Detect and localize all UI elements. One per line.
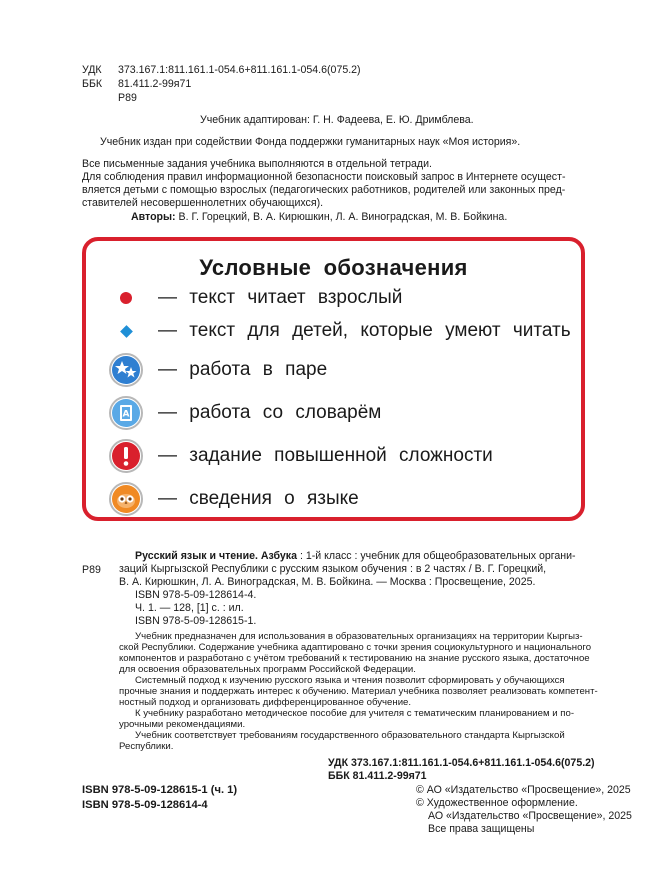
authors-line [131,211,507,224]
legend-item-text: — задание повышенной сложности [158,445,493,466]
catalog-line: В. А. Кирюшкин, Л. А. Виноградская, М. В. Бойкина. — Москва : Просвещение, 2025. [119,576,536,588]
svg-text:A: A [122,409,130,420]
pair-work-icon [109,353,143,387]
legend-item [104,352,327,388]
udk-label: УДК [82,64,102,76]
catalog-line: ISBN 978-5-09-128615-1. [135,615,257,627]
catalog-paragraph-line: для освоения образовательных программ Российской Федерации. [119,664,416,675]
legend-item [104,395,381,431]
legend-item-text: — работа со словарём [158,402,382,423]
authors-value: В. Г. Горецкий, В. А. Кирюшкин, Л. А. Виноградская, М. В. Бойкина. [178,211,508,223]
note-line: Все письменные задания учебника выполняются в отдельной тетради. [82,158,432,170]
catalog-paragraph-line: Системный подход к изучению русского языка и чтения позволит сформировать у обучающихся [135,675,565,686]
legend-item [104,438,493,474]
copyright-line: © АО «Издательство «Просвещение», 2025 [416,784,631,796]
catalog-line: ISBN 978-5-09-128614-4. [135,589,257,601]
bbk-label: ББК [82,78,103,90]
catalog-paragraph-line: компонентов и разработано с учётом требований к тестированию на знание русского языка, достаточное [119,653,590,664]
legend-item-text: — работа в паре [158,359,328,380]
exclamation-icon [109,439,143,473]
adapted-note: Учебник адаптирован: Г. Н. Фадеева, Е. Ю. Дримблева. [200,114,474,126]
catalog-paragraph-line: урочными рекомендациями. [119,719,246,730]
note-line: вляется детьми с помощью взрослых (педагогических работников, родителей или законных пред- [82,184,566,196]
legend-box [82,237,585,521]
blue-diamond-icon [120,325,133,338]
dictionary-icon [109,396,143,430]
legend-item [104,481,359,517]
catalog-paragraph-line: прочные знания и поддержать интерес к обучению. Материал учебника позволяет реализовать компетент- [119,686,598,697]
isbn-line: ISBN 978-5-09-128615-1 (ч. 1) [82,784,238,796]
note-line: Для соблюдения правил информационной безопасности поисковый запрос в Интернете осущест- [82,171,566,183]
catalog-paragraph-line: Республики. [119,741,174,752]
catalog-line-1 [135,550,576,563]
legend-title: Условные обозначения [199,255,468,280]
fund-note: Учебник издан при содействии Фонда поддержки гуманитарных наук «Моя история». [100,136,521,148]
legend-item [104,313,571,349]
catalog-paragraph-line: ской Республики. Содержание учебника адаптировано с точки зрения социокультурного и национального [119,642,592,653]
catalog-udk: УДК 373.167.1:811.161.1-054.6+811.161.1-054.6(075.2) [328,757,595,769]
legend-item [104,280,402,316]
note-line: ставителей несовершеннолетних обучающихся). [82,197,324,209]
catalog-paragraph-line: Учебник предназначен для использования в образовательных организациях на территории Кыргыз- [135,631,583,642]
owl-icon [109,482,143,516]
copyright-line: © Художественное оформление. [416,797,578,809]
copyright-line: АО «Издательство «Просвещение», 2025 [428,810,632,822]
author-mark: Р89 [118,92,137,104]
catalog-line: Ч. 1. — 128, [1] с. : ил. [135,602,244,614]
legend-item-text: — сведения о языке [158,488,359,509]
authors-label: Авторы: [131,211,176,223]
red-dot-icon [120,292,132,304]
isbn-line: ISBN 978-5-09-128614-4 [82,799,208,811]
catalog-line: заций Кыргызской Республики с русским языком обучения : в 2 частях / В. Г. Горецкий, [119,563,547,575]
bbk-value: 81.411.2-99я71 [118,78,192,90]
legend-item-text: — текст читает взрослый [158,287,403,308]
catalog-paragraph-line: К учебнику разработано методическое пособие для учителя с тематическим планированием и по- [135,708,575,719]
catalog-paragraph-line: ностный подход и организовать дифференцированное обучение. [119,697,412,708]
legend-item-text: — текст для детей, которые умеют читать [158,320,571,341]
catalog-title-rest: : 1-й класс : учебник для общеобразовательных органи- [299,550,576,562]
copyright-line: Все права защищены [428,823,535,835]
udk-value: 373.167.1:811.161.1-054.6+811.161.1-054.6(075.2) [118,64,361,76]
catalog-title: Русский язык и чтение. Азбука [135,550,298,562]
catalog-bbk: ББК 81.411.2-99я71 [328,770,427,782]
catalog-paragraph-line: Учебник соответствует требованиям государственного образовательного стандарта Кыргызской [135,730,565,741]
catalog-mark: Р89 [82,564,101,576]
